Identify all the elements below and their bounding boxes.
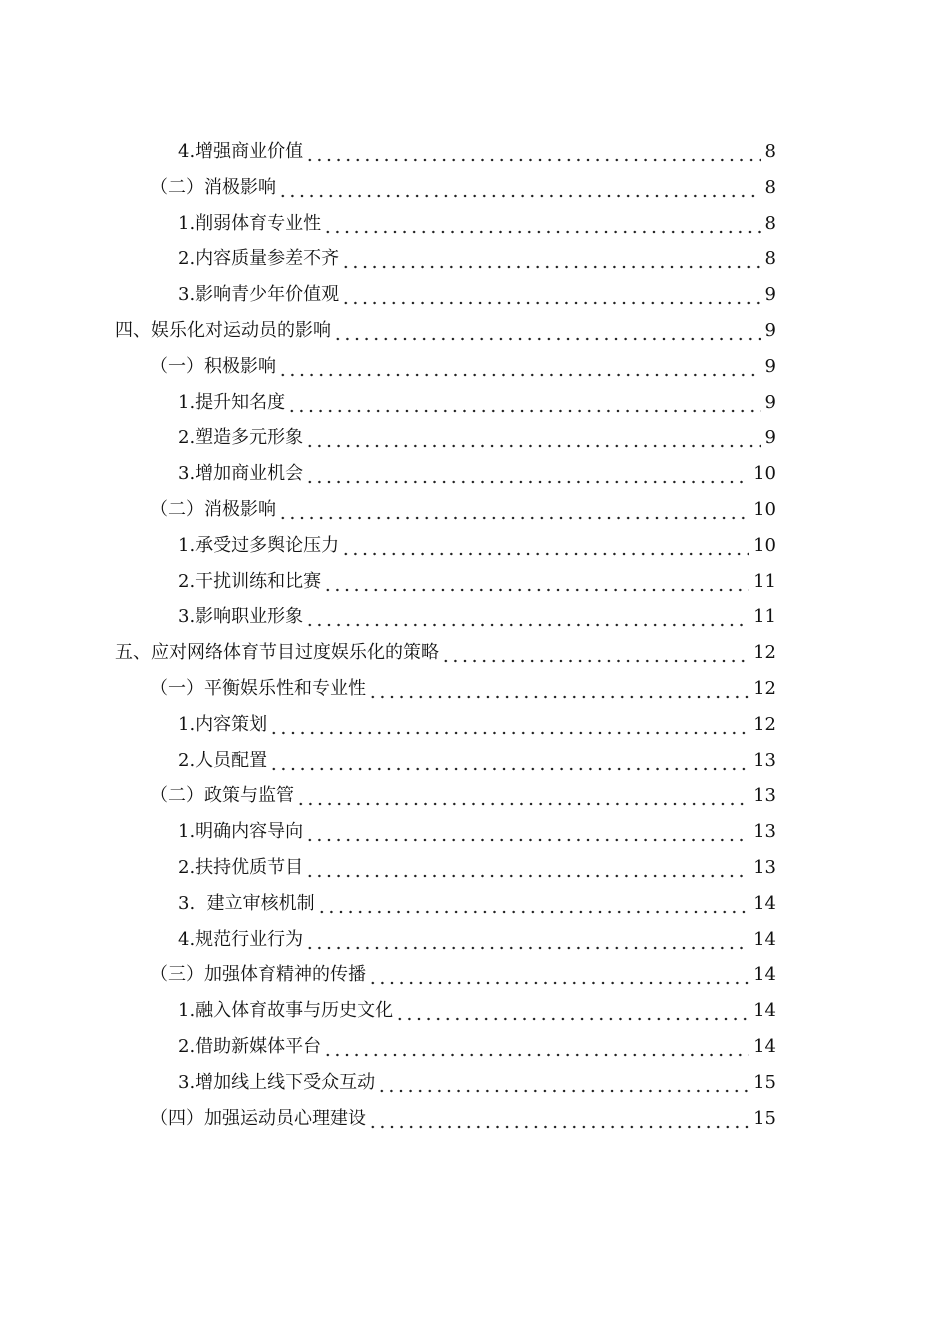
toc-entry[interactable]	[150, 962, 776, 986]
toc-leader-dots	[296, 785, 749, 807]
toc-entry-page: 10	[753, 534, 776, 556]
toc-entry[interactable]	[178, 748, 776, 772]
toc-leader-dots	[305, 606, 749, 628]
toc-entry-title: （四）加强运动员心理建设	[150, 1107, 366, 1129]
toc-entry-page: 13	[753, 857, 776, 878]
toc-leader-dots	[341, 535, 749, 557]
toc-entry[interactable]	[150, 354, 776, 378]
toc-entry-page: 9	[764, 355, 776, 377]
toc-entry[interactable]	[150, 1106, 776, 1130]
toc-entry[interactable]	[178, 927, 776, 951]
toc-entry-title: 2.塑造多元形象	[178, 427, 304, 449]
toc-leader-dots	[368, 678, 749, 700]
toc-entry-page: 8	[764, 248, 776, 270]
toc-leader-dots	[323, 1036, 749, 1058]
toc-entry-title: 1.明确内容导向	[178, 821, 304, 843]
toc-leader-dots	[323, 571, 749, 593]
toc-entry[interactable]	[178, 819, 776, 843]
toc-entry[interactable]	[178, 390, 776, 414]
toc-entry-page: 14	[753, 892, 776, 914]
toc-entry-page: 9	[764, 320, 776, 341]
toc-entry-title: 2.内容质量参差不齐	[178, 248, 340, 270]
toc-leader-dots	[287, 392, 760, 414]
toc-entry-title: （二）消极影响	[150, 176, 276, 198]
toc-entry[interactable]	[150, 175, 776, 199]
toc-entry-title: （三）加强体育精神的传播	[150, 964, 366, 986]
toc-leader-dots	[377, 1072, 749, 1094]
toc-leader-dots	[333, 320, 761, 342]
toc-entry-title: 3.影响青少年价值观	[178, 284, 340, 306]
toc-entry-page: 15	[753, 1107, 776, 1129]
toc-entry-page: 8	[764, 212, 776, 234]
toc-leader-dots	[317, 893, 749, 915]
toc-entry-title: 3.增加线上线下受众互动	[178, 1071, 376, 1093]
toc-entry-page: 13	[753, 821, 776, 843]
toc-leader-dots	[305, 427, 760, 449]
toc-leader-dots	[368, 964, 749, 986]
toc-entry-page: 14	[753, 928, 776, 950]
toc-entry-title: 3. 建立审核机制	[178, 892, 315, 914]
toc-leader-dots	[368, 1108, 749, 1130]
toc-leader-dots	[305, 821, 749, 843]
toc-entry-page: 14	[753, 964, 776, 986]
toc-leader-dots	[278, 499, 749, 521]
toc-entry-page: 14	[753, 1036, 776, 1057]
toc-entry-title: 1.融入体育故事与历史文化	[178, 1000, 394, 1022]
toc-entry-page: 9	[764, 391, 776, 413]
toc-entry-title: 2.人员配置	[178, 749, 268, 771]
toc-entry-title: 五、应对网络体育节目过度娱乐化的策略	[115, 642, 439, 664]
toc-entry-page: 8	[764, 141, 776, 162]
toc-entry-page: 10	[753, 499, 776, 520]
toc-entry-page: 9	[764, 427, 776, 449]
toc-entry-page: 14	[753, 1000, 776, 1022]
toc-entry[interactable]	[178, 569, 776, 593]
toc-entry[interactable]	[115, 318, 776, 342]
toc-entry-title: 2.借助新媒体平台	[178, 1036, 322, 1057]
toc-leader-dots	[395, 1000, 749, 1022]
toc-entry[interactable]	[178, 139, 776, 163]
toc-entry-title: 1.削弱体育专业性	[178, 212, 322, 234]
toc-entry[interactable]	[178, 246, 776, 270]
toc-entry-title: 3.增加商业机会	[178, 463, 304, 485]
toc-entry[interactable]	[150, 783, 776, 807]
toc-entry[interactable]	[178, 425, 776, 449]
toc-leader-dots	[278, 177, 761, 199]
toc-leader-dots	[441, 642, 749, 664]
toc-entry-page: 13	[753, 785, 776, 807]
toc-leader-dots	[305, 463, 749, 485]
toc-leader-dots	[278, 356, 761, 378]
toc-entry[interactable]	[178, 282, 776, 306]
toc-entry[interactable]	[178, 604, 776, 628]
toc-leader-dots	[323, 213, 760, 235]
toc-entry-page: 9	[764, 284, 776, 306]
toc-entry-title: （一）积极影响	[150, 355, 276, 377]
toc-entry-page: 10	[753, 463, 776, 485]
toc-entry-title: （二）政策与监管	[150, 785, 294, 807]
toc-leader-dots	[341, 248, 760, 270]
toc-entry-title: 4.规范行业行为	[178, 928, 304, 950]
toc-entry[interactable]	[178, 1034, 776, 1058]
toc-entry-title: 2.干扰训练和比赛	[178, 570, 322, 592]
toc-entry[interactable]	[178, 712, 776, 736]
toc-leader-dots	[305, 141, 760, 163]
toc-entry-page: 13	[753, 749, 776, 771]
toc-entry-title: 4.增强商业价值	[178, 141, 304, 162]
toc-entry-title: 四、娱乐化对运动员的影响	[115, 320, 331, 341]
toc-entry[interactable]	[178, 211, 776, 235]
toc-entry[interactable]	[150, 497, 776, 521]
toc-entry[interactable]	[178, 1070, 776, 1094]
toc-entry-title: 1.提升知名度	[178, 391, 286, 413]
toc-entry[interactable]	[178, 891, 776, 915]
toc-entry-title: 1.内容策划	[178, 713, 268, 735]
toc-entry-title: 2.扶持优质节目	[178, 857, 304, 878]
toc-entry[interactable]	[150, 676, 776, 700]
toc-leader-dots	[305, 929, 749, 951]
toc-entry[interactable]	[178, 855, 776, 879]
toc-entry-title: （一）平衡娱乐性和专业性	[150, 678, 366, 699]
toc-entry-title: （二）消极影响	[150, 499, 276, 520]
toc-entry-page: 15	[753, 1071, 776, 1093]
toc-leader-dots	[269, 750, 749, 772]
toc-entry-page: 12	[753, 678, 776, 699]
toc-entry-title: 3.影响职业形象	[178, 606, 304, 628]
toc-entry-title: 1.承受过多舆论压力	[178, 534, 340, 556]
toc-entry-page: 8	[764, 176, 776, 198]
toc-entry-page: 11	[753, 606, 776, 628]
toc-entry[interactable]	[178, 998, 776, 1022]
toc-entry-page: 12	[753, 713, 776, 735]
toc-entry[interactable]	[115, 640, 776, 664]
toc-entry-page: 12	[753, 642, 776, 664]
toc-entry[interactable]	[178, 461, 776, 485]
toc-leader-dots	[305, 857, 749, 879]
toc-leader-dots	[269, 714, 749, 736]
toc-entry-page: 11	[753, 570, 776, 592]
toc-leader-dots	[341, 284, 760, 306]
toc-entry[interactable]	[178, 533, 776, 557]
